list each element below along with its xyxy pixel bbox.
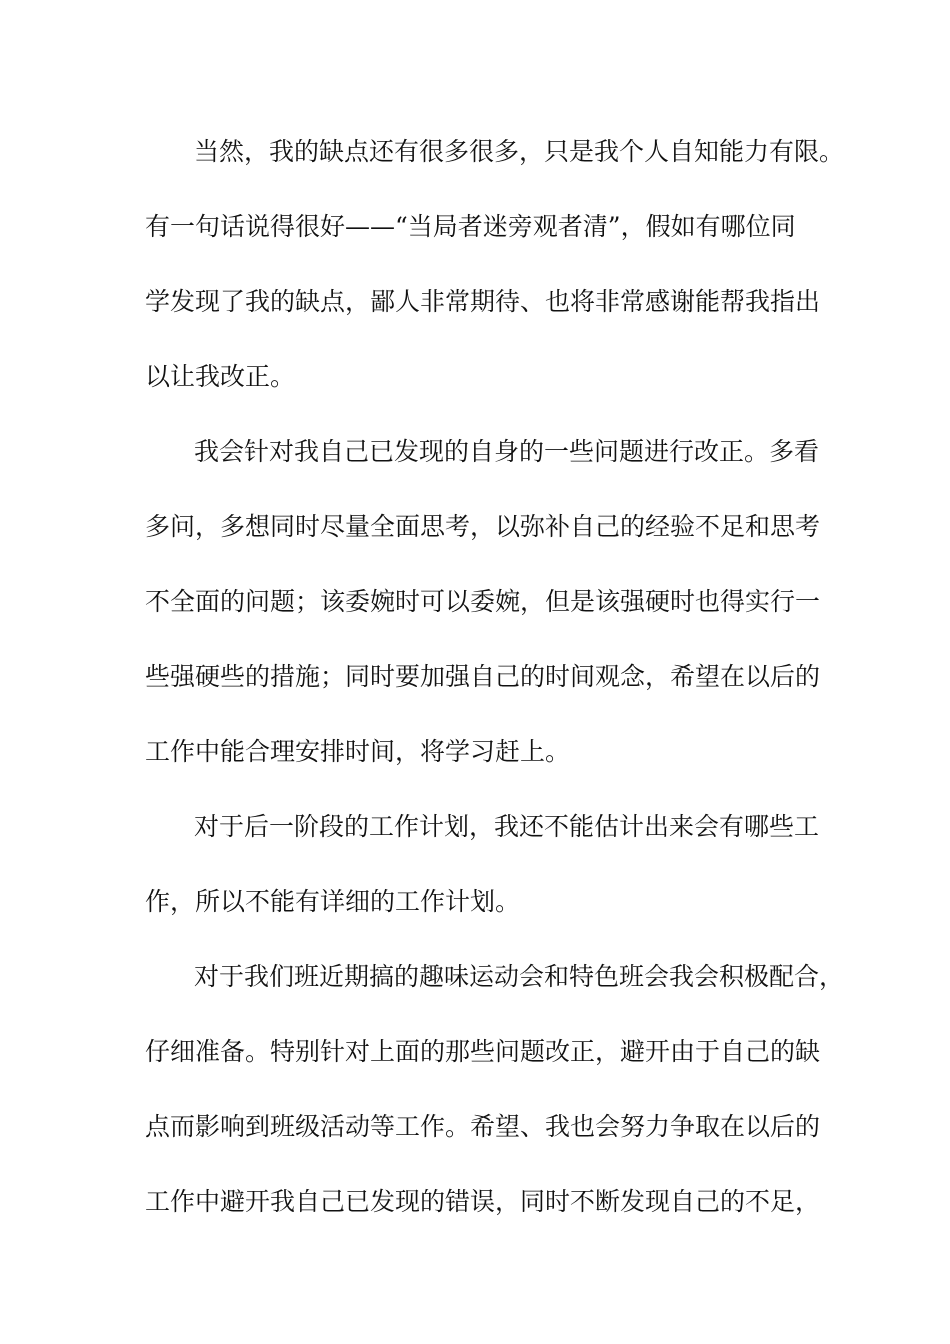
text-line: 以让我改正。 <box>145 362 296 391</box>
text-line: 当然，我的缺点还有很多很多，只是我个人自知能力有限。 <box>194 137 845 166</box>
text-line: 点而影响到班级活动等工作。希望、我也会努力争取在以后的 <box>145 1112 821 1141</box>
text-line: 对于我们班近期搞的趣味运动会和特色班会我会积极配合， <box>194 962 845 991</box>
text-line: 工作中避开我自己已发现的错误，同时不断发现自己的不足， <box>145 1187 821 1216</box>
text-line: 些强硬些的措施；同时要加强自己的时间观念，希望在以后的 <box>145 662 821 691</box>
text-line: 多问，多想同时尽量全面思考，以弥补自己的经验不足和思考 <box>145 512 821 541</box>
text-line: 我会针对我自己已发现的自身的一些问题进行改正。多看 <box>194 437 820 466</box>
text-line: 不全面的问题；该委婉时可以委婉，但是该强硬时也得实行一 <box>145 587 821 616</box>
text-line: 对于后一阶段的工作计划，我还不能估计出来会有哪些工 <box>194 812 820 841</box>
text-line: 作，所以不能有详细的工作计划。 <box>145 887 521 916</box>
text-line: 有一句话说得很好——“当局者迷旁观者清”，假如有哪位同 <box>145 212 796 241</box>
text-line: 工作中能合理安排时间，将学习赶上。 <box>145 737 571 766</box>
text-line: 学发现了我的缺点，鄙人非常期待、也将非常感谢能帮我指出 <box>145 287 821 316</box>
text-line: 仔细准备。特别针对上面的那些问题改正，避开由于自己的缺 <box>145 1037 821 1066</box>
